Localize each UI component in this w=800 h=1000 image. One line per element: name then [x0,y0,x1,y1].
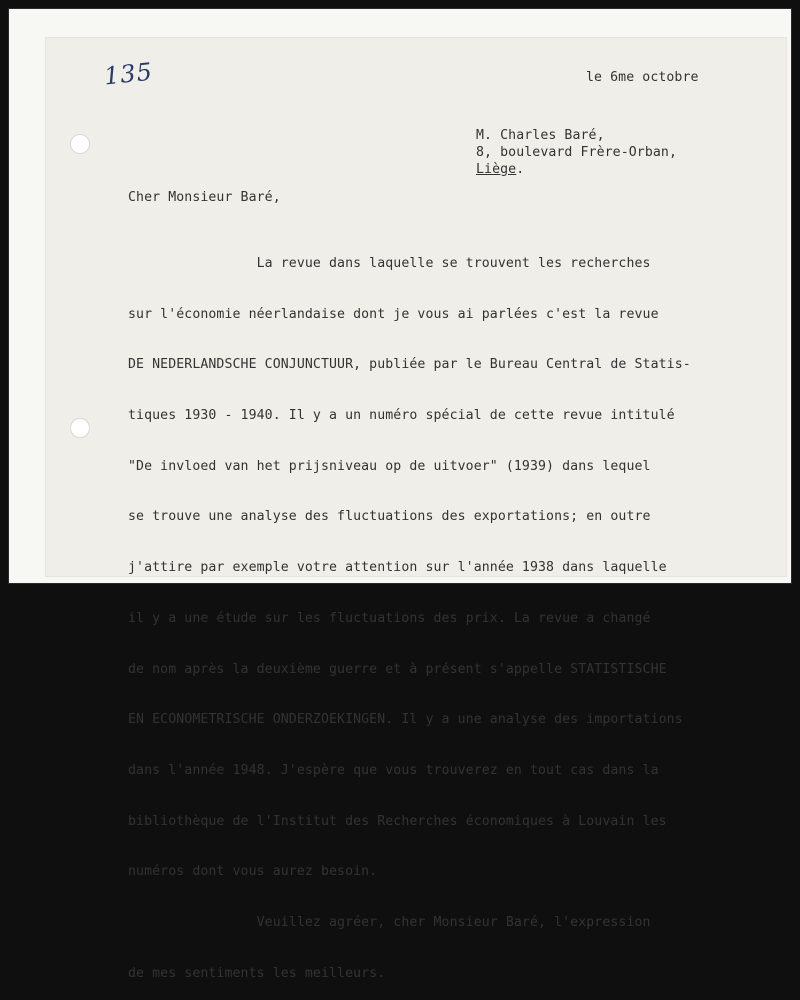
body-line: tiques 1930 - 1940. Il y a un numéro spécial de cette revue intitulé [128,407,675,423]
punch-hole-top [70,134,90,154]
body-line: de mes sentiments les meilleurs. [128,965,386,981]
body-line: j'attire par exemple votre attention sur l'année 1938 dans laquelle [128,560,667,576]
body-line: se trouve une analyse des fluctuations des exportations; en outre [128,509,651,525]
punch-hole-bottom [70,418,90,438]
handwritten-folio-number: 135 [102,57,155,91]
body-line: "De invloed van het prijsniveau op de uitvoer" (1939) dans lequel [128,458,651,474]
recipient-city: Liège [476,161,517,177]
body-line: EN ECONOMETRISCHE ONDERZOEKINGEN. Il y a une analyse des importations [128,712,683,728]
body-line: dans l'année 1948. J'espère que vous trouverez en tout cas dans la [128,763,659,778]
body-line: numéros dont vous aurez besoin. [128,864,378,880]
body-line: DE NEDERLANDSCHE CONJUNCTUUR, publiée par le Bureau Central de Statis- [128,357,691,373]
body-line: de nom après la deuxième guerre et à présent s'appelle STATISTISCHE [128,661,667,677]
letter-body [128,222,691,1000]
letter-date: le 6me octobre [586,70,699,85]
recipient-name: M. Charles Baré, [476,128,605,143]
body-line: il y a une étude sur les fluctuations des prix. La revue a changé [128,610,651,626]
recipient-city-line [476,162,677,179]
body-line: sur l'économie néerlandaise dont je vous ai parlées c'est la revue [128,306,659,322]
recipient-address [476,128,677,179]
salutation: Cher Monsieur Baré, [128,190,281,205]
body-line: bibliothèque de l'Institut des Recherches économiques à Louvain les [128,813,667,829]
body-line: La revue dans laquelle se trouvent les recherches [128,255,651,271]
body-line: Veuillez agréer, cher Monsieur Baré, l'expression [128,915,651,931]
recipient-city-suffix: . [516,161,525,177]
recipient-street: 8, boulevard Frère-Orban, [476,144,677,160]
